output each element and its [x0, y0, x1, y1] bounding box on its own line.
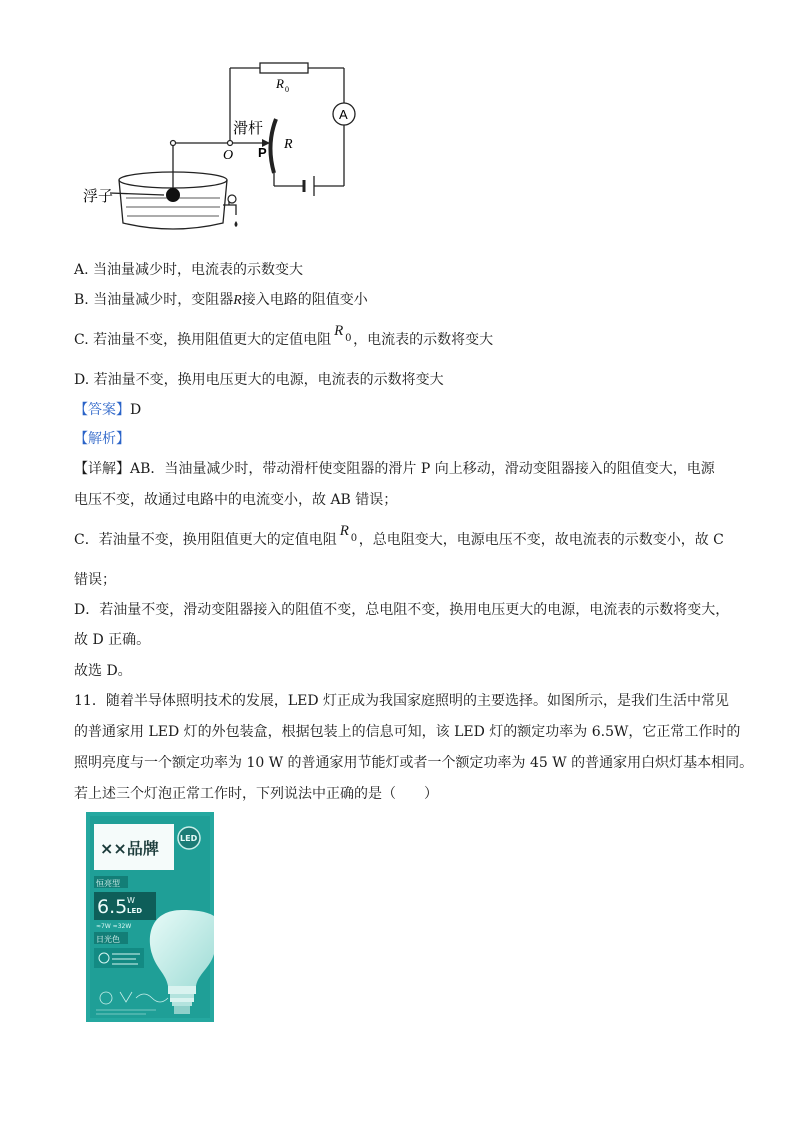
- detail-line-2: 电压不变，故通过电路中的电流变小，故 AB 错误；: [74, 492, 398, 508]
- answer: [74, 400, 141, 420]
- option-c: [74, 323, 494, 350]
- q11-line-4: 若上述三个灯泡正常工作时，下列说法中正确的是（ ）: [74, 786, 438, 802]
- label-p: P: [258, 145, 267, 160]
- option-b: [74, 290, 368, 311]
- float-ball: [166, 188, 180, 202]
- package-color: 日光色: [96, 935, 120, 944]
- detail-line-1: [74, 459, 715, 479]
- package-badge: LED: [180, 834, 198, 843]
- r0-subscript: 0: [345, 333, 352, 344]
- option-c-text-end: ，电流表的示数将变大: [353, 332, 494, 348]
- label-r0: R: [276, 76, 284, 91]
- package-power: 6.5: [97, 896, 128, 918]
- q11-line-2: 的普通家用 LED 灯的外包装盒，根据包装上的信息可知，该 LED 灯的额定功率为 6.5W，它正常工作时的: [74, 724, 741, 740]
- option-d: D. 若油量不变，换用电压更大的电源，电流表的示数将变大: [74, 372, 444, 388]
- rheostat-r: [270, 119, 276, 173]
- r0-letter: R: [334, 323, 344, 339]
- option-b-var: R: [233, 293, 242, 308]
- detail-line-3: [74, 523, 724, 550]
- answer-value: D: [130, 402, 142, 418]
- label-ammeter: A: [339, 107, 348, 122]
- r0-symbol-2: [337, 523, 359, 550]
- detail-line-4: 错误；: [74, 572, 116, 588]
- resistor-r0: [260, 63, 308, 73]
- package-equiv: ≈7W ≈32W: [96, 923, 132, 930]
- detail-text-1: AB．当油量减少时，带动滑杆使变阻器的滑片 P 向上移动，滑动变阻器接入的阻值变大，电源: [130, 461, 715, 477]
- option-c-text: C. 若油量不变，换用阻值更大的定值电阻: [74, 332, 332, 348]
- option-a: A. 当油量减少时，电流表的示数变大: [74, 262, 304, 278]
- r0-symbol: [331, 323, 353, 350]
- package-led: LED: [127, 907, 143, 915]
- led-package-image: [86, 812, 214, 1022]
- detail-line-5: D．若油量不变，滑动变阻器接入的阻值不变，总电阻不变，换用电压更大的电源，电流表的示数将变大，: [74, 602, 730, 618]
- detail-text-3-end: ，总电阻变大，电源电压不变，故电流表的示数变小，故 C: [358, 532, 724, 548]
- detail-text-3: C．若油量不变，换用阻值更大的定值电阻: [74, 532, 337, 548]
- q11-line-3: 照明亮度与一个额定功率为 10 W 的普通家用节能灯或者一个额定功率为 45 W 的普通家用白炽灯基本相同。: [74, 755, 754, 771]
- label-r: R: [284, 137, 293, 152]
- package-type: 恒亮型: [96, 879, 120, 888]
- answer-label: 【答案】: [74, 402, 130, 418]
- label-o: O: [223, 148, 234, 163]
- r0-subscript-2: 0: [350, 533, 358, 544]
- detail-line-6: 故 D 正确。: [74, 632, 151, 648]
- circuit-diagram: [80, 55, 370, 245]
- option-b-text: B. 当油量减少时，变阻器: [74, 292, 234, 308]
- q11-line-1: 11．随着半导体照明技术的发展，LED 灯正成为我国家庭照明的主要选择。如图所示，是我们生活中常见: [74, 693, 730, 709]
- option-b-text-end: 接入电路的阻值变小: [241, 292, 368, 308]
- label-float: 浮子: [83, 187, 114, 205]
- r0-letter-2: R: [339, 523, 349, 539]
- label-r0-sub: 0: [285, 85, 289, 94]
- conclusion: 故选 D。: [74, 663, 132, 679]
- label-slider: 滑杆: [233, 119, 264, 137]
- analysis-label-text: 【解析】: [74, 431, 130, 447]
- package-brand: ××品牌: [100, 839, 159, 858]
- detail-label: 【详解】: [74, 461, 130, 477]
- package-unit: W: [127, 896, 135, 905]
- analysis-label: [74, 429, 130, 449]
